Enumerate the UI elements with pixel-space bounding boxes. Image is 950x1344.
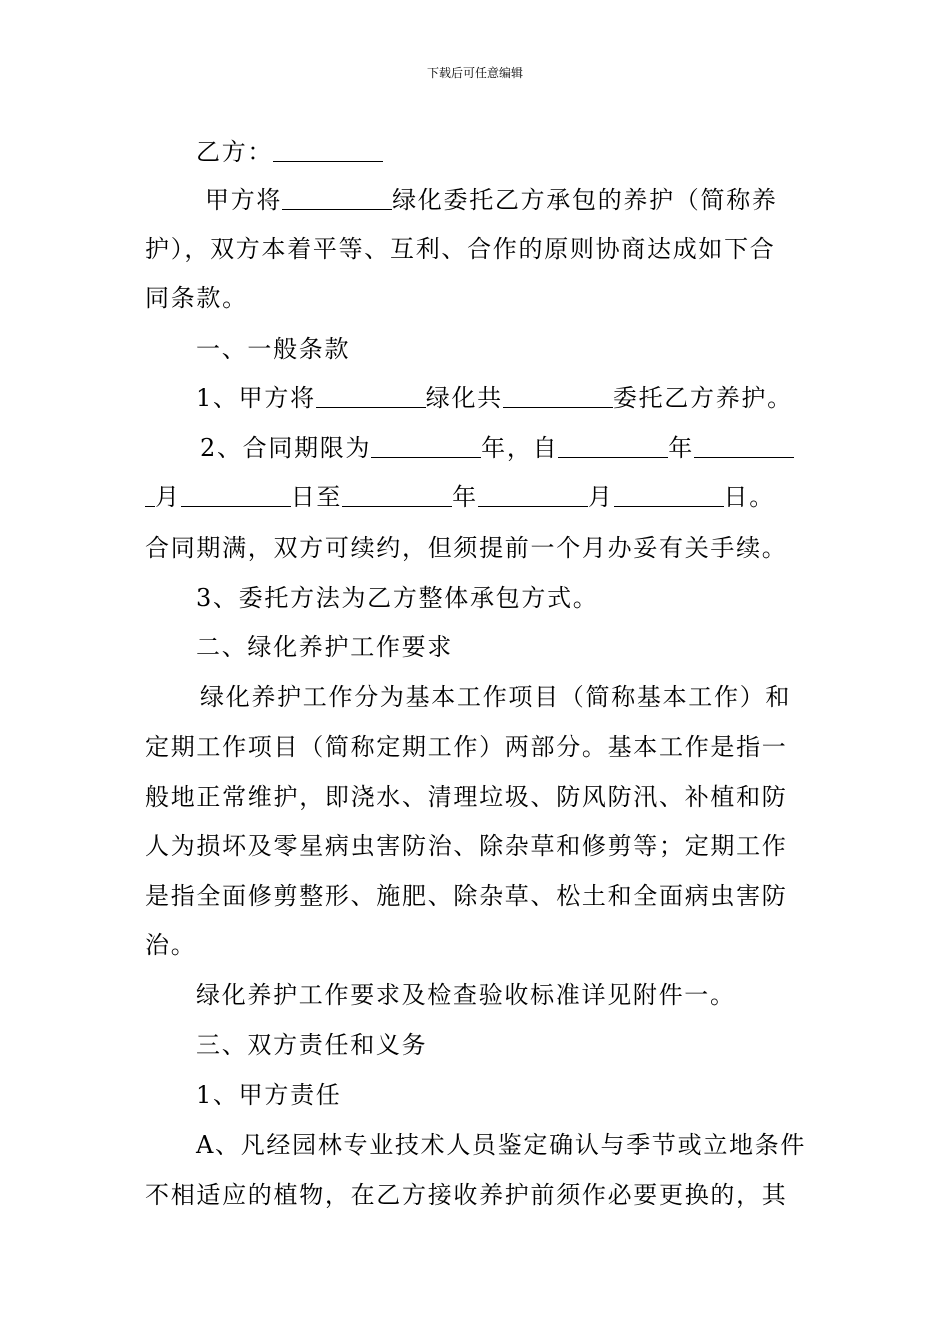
party-b-blank bbox=[273, 139, 383, 162]
blank-field bbox=[614, 484, 724, 507]
page-header: 下载后可任意编辑 bbox=[426, 66, 523, 80]
clause-1-2-line-2: 月 日至 年 月 日。 bbox=[145, 482, 815, 512]
para-2-line-2: 定期工作项目（简称定期工作）两部分。基本工作是指一 bbox=[145, 733, 788, 761]
clause-1-1: 1、甲方将 绿化共 委托乙方养护。 bbox=[196, 384, 793, 412]
para-2-line-3: 般地正常维护，即浇水、清理垃圾、防风防汛、补植和防 bbox=[145, 783, 788, 811]
para-2-line-5: 是指全面修剪整形、施肥、除杂草、松土和全面病虫害防 bbox=[145, 882, 788, 910]
clause-a-line-2: 不相适应的植物，在乙方接收养护前须作必要更换的，其 bbox=[145, 1181, 788, 1209]
blank-field bbox=[478, 484, 588, 507]
section-heading-3: 三、双方责任和义务 bbox=[196, 1031, 428, 1059]
para-2-line-4: 人为损坏及零星病虫害防治、除杂草和修剪等；定期工作 bbox=[145, 832, 788, 860]
blank-field bbox=[503, 385, 613, 408]
blank-field bbox=[694, 435, 794, 458]
clause-1-2-line-1: 2、合同期限为 年，自 年 bbox=[200, 433, 870, 463]
blank-field bbox=[316, 385, 426, 408]
blank-field bbox=[145, 484, 155, 507]
blank-field bbox=[342, 484, 452, 507]
subheading-party-a: 1、甲方责任 bbox=[196, 1081, 342, 1109]
para-2-annex-note: 绿化养护工作要求及检查验收标准详见附件一。 bbox=[196, 981, 736, 1009]
blank-field bbox=[282, 187, 392, 210]
intro-line-3: 同条款。 bbox=[145, 284, 248, 312]
section-heading-1: 一、一般条款 bbox=[196, 335, 351, 363]
para-2-line-6: 治。 bbox=[145, 931, 197, 959]
clause-1-2-line-3: 合同期满，双方可续约，但须提前一个月办妥有关手续。 bbox=[145, 534, 788, 562]
clause-a-line-1: A、凡经园林专业技术人员鉴定确认与季节或立地条件 bbox=[196, 1131, 807, 1159]
intro-line-1: 甲方将 绿化委托乙方承包的养护（简称养 bbox=[205, 186, 778, 214]
blank-field bbox=[181, 484, 291, 507]
blank-field bbox=[558, 435, 668, 458]
intro-line-2: 护），双方本着平等、互利、合作的原则协商达成如下合 bbox=[145, 235, 776, 263]
clause-1-3: 3、委托方法为乙方整体承包方式。 bbox=[196, 584, 599, 612]
section-heading-2: 二、绿化养护工作要求 bbox=[196, 633, 453, 661]
para-2-line-1: 绿化养护工作分为基本工作项目（简称基本工作）和 bbox=[200, 683, 792, 711]
blank-field bbox=[371, 435, 481, 458]
party-b-line: 乙方： bbox=[196, 137, 866, 167]
